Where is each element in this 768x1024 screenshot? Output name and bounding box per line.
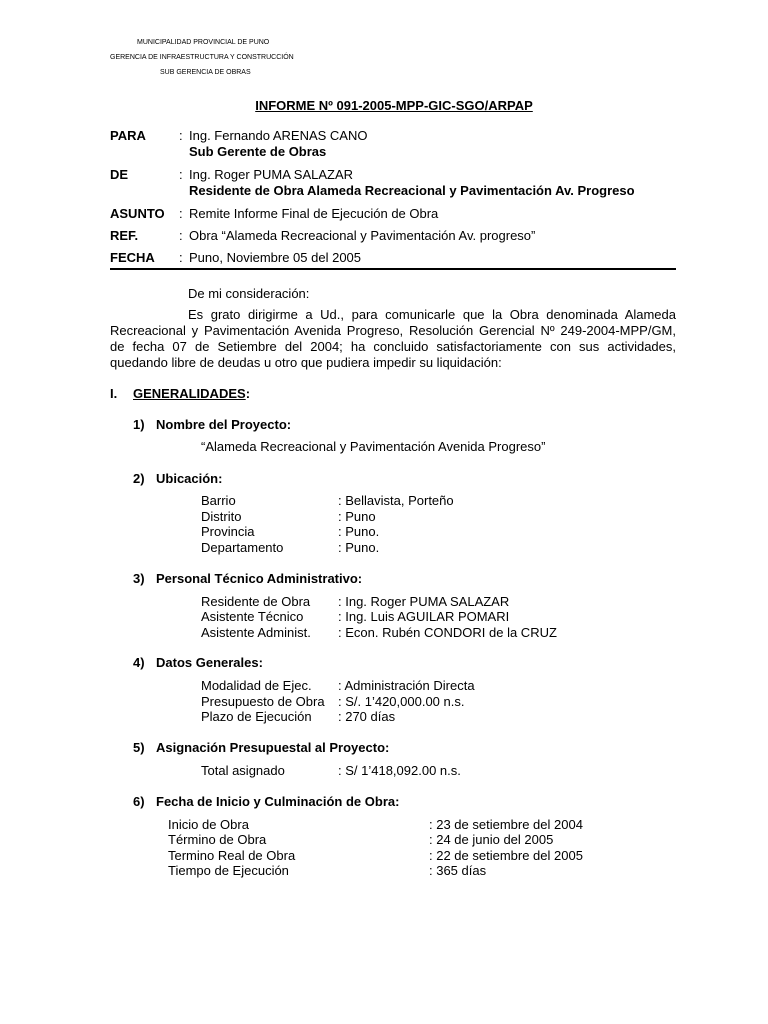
item-number: 6) <box>133 794 145 809</box>
kv-value: : Puno. <box>338 540 380 555</box>
header-asunto-label: ASUNTO <box>110 206 165 221</box>
item-number: 1) <box>133 417 145 432</box>
kv-value: : Econ. Rubén CONDORI de la CRUZ <box>338 625 557 640</box>
item-label: Datos Generales: <box>156 655 263 670</box>
header-divider <box>110 268 676 270</box>
section-label <box>133 386 250 401</box>
kv-key: Barrio <box>201 493 236 508</box>
item-number: 3) <box>133 571 145 586</box>
header-asunto-colon: : <box>179 206 183 221</box>
kv-key: Tiempo de Ejecución <box>168 863 289 878</box>
header-para-value: Ing. Fernando ARENAS CANO <box>189 128 368 143</box>
item-label: Ubicación: <box>156 471 223 486</box>
project-name: “Alameda Recreacional y Pavimentación Avenida Progreso” <box>201 439 546 454</box>
header-ref-colon: : <box>179 228 183 243</box>
item-label: Fecha de Inicio y Culminación de Obra: <box>156 794 400 809</box>
item-number: 2) <box>133 471 145 486</box>
kv-value: : Puno. <box>338 524 380 539</box>
kv-value: : Puno <box>338 509 376 524</box>
item-label: Asignación Presupuestal al Proyecto: <box>156 740 390 755</box>
kv-value: : 24 de junio del 2005 <box>429 832 554 847</box>
header-para-sub: Sub Gerente de Obras <box>189 144 327 159</box>
letterhead-subdepartment: SUB GERENCIA DE OBRAS <box>160 69 251 76</box>
item-label: Personal Técnico Administrativo: <box>156 571 363 586</box>
kv-value: : Ing. Luis AGUILAR POMARI <box>338 609 510 624</box>
kv-value: : 22 de setiembre del 2005 <box>429 848 583 863</box>
kv-key: Modalidad de Ejec. <box>201 678 312 693</box>
kv-key: Inicio de Obra <box>168 817 249 832</box>
kv-key: Asistente Administ. <box>201 625 311 640</box>
body-paragraph <box>110 307 676 371</box>
kv-value: : 23 de setiembre del 2004 <box>429 817 583 832</box>
kv-value: : 365 días <box>429 863 487 878</box>
header-de-colon: : <box>179 167 183 182</box>
kv-key: Termino Real de Obra <box>168 848 296 863</box>
header-de-sub: Residente de Obra Alameda Recreacional y Pavimentación Av. Progreso <box>189 183 635 198</box>
kv-key: Distrito <box>201 509 242 524</box>
letterhead-department: GERENCIA DE INFRAESTRUCTURA Y CONSTRUCCIÓN <box>110 54 294 61</box>
kv-key: Término de Obra <box>168 832 267 847</box>
section-suffix: : <box>245 386 251 401</box>
kv-key: Provincia <box>201 524 255 539</box>
kv-key: Asistente Técnico <box>201 609 304 624</box>
kv-key: Total asignado <box>201 763 285 778</box>
item-number: 5) <box>133 740 145 755</box>
kv-value: : S/. 1’420,000.00 n.s. <box>338 694 465 709</box>
kv-key: Departamento <box>201 540 284 555</box>
header-para-label: PARA <box>110 128 146 143</box>
header-fecha-value: Puno, Noviembre 05 del 2005 <box>189 250 362 265</box>
header-de-label: DE <box>110 167 129 182</box>
header-fecha-label: FECHA <box>110 250 155 265</box>
header-de-value: Ing. Roger PUMA SALAZAR <box>189 167 354 182</box>
report-title: INFORME Nº 091-2005-MPP-GIC-SGO/ARPAP <box>255 98 533 113</box>
item-number: 4) <box>133 655 145 670</box>
greeting: De mi consideración: <box>188 286 310 301</box>
kv-value: : S/ 1’418,092.00 n.s. <box>338 763 461 778</box>
section-title: GENERALIDADES <box>133 386 246 401</box>
kv-key: Presupuesto de Obra <box>201 694 325 709</box>
section-number: I. <box>110 386 118 401</box>
body-paragraph-text: Es grato dirigirme a Ud., para comunicarle que la Obra denominada Alameda Recreacional y Pavimentación Avenida Progreso, Resolución Gerencial Nº 249-2004-MPP/GM, de fecha 07 de Setiembre del 2004; ha concluido satisfactoriamente con sus actividades, quedando libre de deudas u otro que pudiera impedir su liquidación: <box>110 307 676 370</box>
kv-key: Plazo de Ejecución <box>201 709 312 724</box>
header-ref-label: REF. <box>110 228 139 243</box>
header-fecha-colon: : <box>179 250 183 265</box>
kv-key: Residente de Obra <box>201 594 311 609</box>
header-ref-value: Obra “Alameda Recreacional y Pavimentación Av. progreso” <box>189 228 536 243</box>
kv-value: : Ing. Roger PUMA SALAZAR <box>338 594 510 609</box>
header-para-colon: : <box>179 128 183 143</box>
kv-value: : Administración Directa <box>338 678 475 693</box>
item-label: Nombre del Proyecto: <box>156 417 292 432</box>
kv-value: : Bellavista, Porteño <box>338 493 454 508</box>
kv-value: : 270 días <box>338 709 396 724</box>
header-asunto-value: Remite Informe Final de Ejecución de Obra <box>189 206 439 221</box>
letterhead-municipality: MUNICIPALIDAD PROVINCIAL DE PUNO <box>137 39 270 46</box>
